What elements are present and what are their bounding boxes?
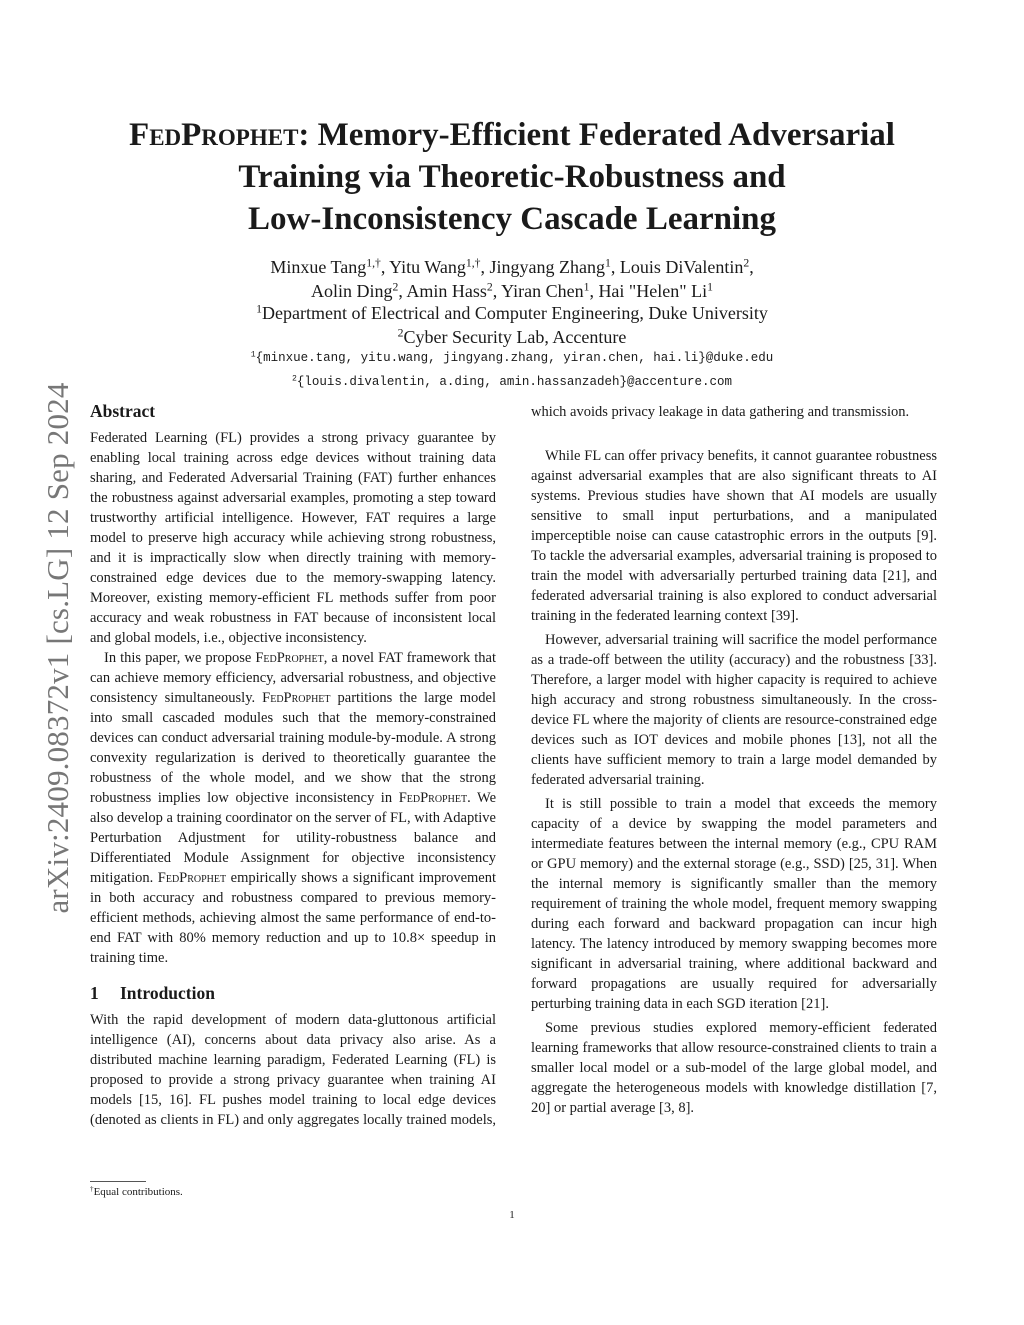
author-affil-mark: 1 xyxy=(583,280,590,294)
author-name: Amin Hass xyxy=(406,281,487,301)
text-run: , a novel FAT framework that can achieve memory efficiency, adversarial robustness, and objective consistency simultaneously. xyxy=(90,650,496,706)
paragraph-continuation: which avoids privacy leakage in data gathering and transmission. xyxy=(531,404,910,420)
abstract-heading: Abstract xyxy=(90,401,156,421)
email-text[interactable]: {louis.divalentin, a.ding, amin.hassanzadeh}@accenture.com xyxy=(296,375,732,389)
body-paragraph: With the rapid development of modern data-gluttonous artificial intelligence (AI), concerns about data privacy also arise. As a distributed machine learning paradigm, Federated Learning (FL) is proposed to provide a strong privacy guarantee when training AI models [15, 16]. FL pushes model training to local edge devices (denoted as clients in FL) and only aggregates locally trained models, xyxy=(90,1012,496,1128)
affiliation xyxy=(140,301,884,325)
author-separator: , xyxy=(610,257,620,277)
title-method-name: FedProphet xyxy=(129,117,299,153)
body-paragraph: It is still possible to train a model that exceeds the memory capacity of a device by swapping the model parameters and intermediate features between the internal memory (e.g., CPU RAM or GPU memory) and the external storage (e.g., SSD) [25, 31]. When the internal memory is significantly smaller than the memory requirement of training the whole model, frequent memory swapping during each forward and backward propagation can incur high latency. The latency introduced by memory swapping becomes more significant in adversarial training, where additional backward and forward propagations are usually required for adversarially perturbing training data in each SGD iteration [21]. xyxy=(531,796,937,1012)
affiliation-text: Cyber Security Lab, Accenture xyxy=(403,327,627,347)
paper-title xyxy=(60,114,964,240)
author-separator: , xyxy=(480,257,490,277)
body-paragraph: However, adversarial training will sacrifice the model performance as a trade-off between the utility (accuracy) and the robustness [33]. Therefore, a larger model with higher capacity is required to achieve high accuracy and strong robustness simultaneously. In the cross-device FL where the majority of clients are resource-constrained edge devices such as IOT devices and mobile phones [13], not all the clients have sufficient memory to train a large model demanded by federated adversarial training. xyxy=(531,632,937,788)
author-affil-mark: 2 xyxy=(486,280,493,294)
author-name: Hai "Helen" Li xyxy=(598,281,708,301)
title-line1-rest: : Memory-Efficient Federated Adversarial xyxy=(298,117,895,153)
affiliation-mark: 2 xyxy=(397,326,404,340)
author-line-1 xyxy=(140,255,884,279)
text-run: empirically shows a significant improvement in both accuracy and robustness compared to previous memory-efficient methods, achieving almost the same performance of end-to-end FAT with 80% memory reduction and up to 10.8× speedup in training time. xyxy=(90,870,496,966)
author-name: Yiran Chen xyxy=(501,281,584,301)
body-paragraph: While FL can offer privacy benefits, it cannot guarantee robustness against adversarial examples that are also significant threats to AI systems. Previous studies have shown that AI models are usually sensitive to small input perturbations, and a manipulated imperceptible noise can cause catastrophic errors in the outputs [9]. To tackle the adversarial examples, adversarial training is proposed to train the model with adversarially perturbed training data [21], and federated adversarial training is also explored to conduct adversarial training in the federated learning context [39]. xyxy=(531,448,937,624)
body-paragraph-continued xyxy=(531,402,937,442)
author-name: Yitu Wang xyxy=(389,257,466,277)
author-affil-mark: 1 xyxy=(707,280,713,294)
email-mark: 1 xyxy=(250,350,256,360)
abstract-paragraph xyxy=(90,648,496,968)
text-run: partitions the large model into small cascaded modules such that the memory-constrained devices can conduct adversarial training module-by-module. A strong convexity regularization is derived to theoretically guarantee the robustness of the whole model, and we show that the strong robustness implies low objective inconsistency in xyxy=(90,690,496,806)
author-affil-mark: 2 xyxy=(743,256,750,270)
email-mark: 2 xyxy=(292,374,297,384)
title-line2: Training via Theoretic-Robustness and xyxy=(238,159,786,195)
affiliation-mark: 1 xyxy=(256,302,262,316)
author-affil-mark: 1 xyxy=(605,256,611,270)
text-run: In this paper, we propose xyxy=(104,650,256,666)
affiliation-text: Department of Electrical and Computer Engineering, Duke University xyxy=(262,303,768,323)
arxiv-identifier: arXiv:2409.08372v1 [cs.LG] 12 Sep 2024 xyxy=(40,382,75,914)
email-text[interactable]: {minxue.tang, yitu.wang, jingyang.zhang, yiran.chen, hai.li}@duke.edu xyxy=(255,351,774,365)
email-line xyxy=(140,346,884,370)
author-separator: , xyxy=(398,281,407,301)
introduction-heading xyxy=(90,982,496,1004)
footnote-text: Equal contributions. xyxy=(93,1186,183,1198)
author-line-2 xyxy=(140,279,884,303)
body-paragraph: Some previous studies explored memory-efficient federated learning frameworks that allow resource-constrained clients to train a smaller local model or a sub-model of the large global model, and aggregate the heterogeneous models with knowledge distillation [7, 20] or partial average [3, 8]. xyxy=(531,1020,937,1116)
author-name: Jingyang Zhang xyxy=(489,257,605,277)
left-column xyxy=(90,400,496,1130)
author-name: Minxue Tang xyxy=(270,257,367,277)
author-affil-mark: 2 xyxy=(392,280,399,294)
text-run: . We also develop a training coordinator on the server of FL, with Adaptive Perturbation Adjustment for utility-robustness balance and Differentiated Module Assignment for objective inconsistency mitigation. xyxy=(90,790,496,886)
footnote-divider xyxy=(90,1181,146,1182)
author-affil-mark: 1,† xyxy=(366,256,381,270)
author-separator: , xyxy=(589,281,599,301)
author-list xyxy=(140,255,884,303)
author-separator: , xyxy=(749,257,754,277)
abstract-paragraph: Federated Learning (FL) provides a strong privacy guarantee by enabling local training across edge devices without training data sharing, and Federated Adversarial Training (FAT) further enhances the robustness against adversarial examples, promoting a step toward trustworthy artificial intelligence. However, FAT requires a large model to preserve high accuracy while achieving strong robustness, and it is impractically slow when directly training with memory-constrained edge devices due to the memory-swapping latency. Moreover, existing memory-efficient FL methods suffer from poor accuracy and weak robustness in FAT because of inconsistent local and global models, i.e., objective inconsistency. xyxy=(90,430,496,646)
email-list xyxy=(140,346,884,394)
section-title: Introduction xyxy=(120,983,215,1003)
method-name: FedProphet xyxy=(262,690,331,706)
footnote xyxy=(90,1185,183,1199)
right-column xyxy=(531,402,937,1118)
author-affil-mark: 1,† xyxy=(465,256,481,270)
author-separator: , xyxy=(380,257,390,277)
author-name: Aolin Ding xyxy=(311,281,393,301)
method-name: FedProphet xyxy=(255,650,324,666)
author-name: Louis DiValentin xyxy=(619,257,744,277)
email-line xyxy=(140,370,884,394)
method-name: FedProphet xyxy=(398,790,468,806)
title-line3: Low-Inconsistency Cascade Learning xyxy=(247,201,777,237)
author-separator: , xyxy=(492,281,502,301)
page-number: 1 xyxy=(509,1209,515,1221)
method-name: FedProphet xyxy=(157,870,227,886)
section-number: 1 xyxy=(90,983,99,1003)
affiliation-list xyxy=(140,301,884,349)
footnote-mark: † xyxy=(90,1185,94,1194)
